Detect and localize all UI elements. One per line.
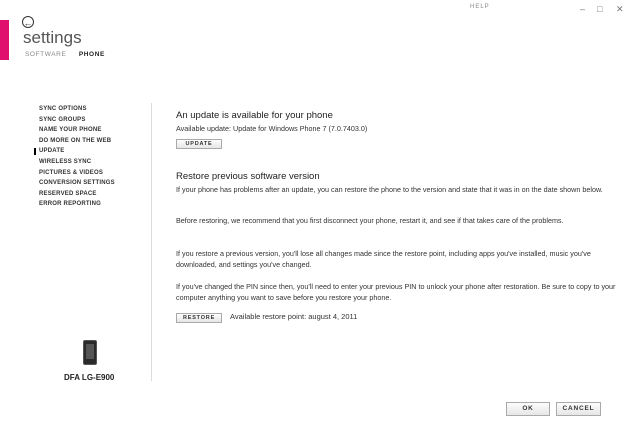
restore-paragraph-1: If your phone has problems after an update, you can restore the phone to the version and state that it was in on the date shown below. — [176, 185, 603, 194]
sidebar-item-wireless-sync[interactable]: WIRELESS SYNC — [39, 158, 92, 165]
tab-software[interactable]: SOFTWARE — [25, 51, 67, 58]
sidebar-item-do-more-on-web[interactable]: DO MORE ON THE WEB — [39, 137, 112, 144]
maximize-icon[interactable]: □ — [597, 4, 603, 14]
sidebar-item-pictures-videos[interactable]: PICTURES & VIDEOS — [39, 169, 104, 176]
restore-paragraph-4: If you've changed the PIN since then, you'll need to enter your previous PIN to unlock your phone after restoration. Be sure to copy to your computer anything you want to save before you restore your phone. — [176, 282, 616, 303]
phone-icon — [83, 340, 97, 365]
close-icon[interactable]: ✕ — [616, 4, 624, 14]
sidebar-item-conversion-settings[interactable]: CONVERSION SETTINGS — [39, 180, 115, 187]
accent-bar — [0, 20, 9, 60]
update-text: Available update: Update for Windows Phone 7 (7.0.7403.0) — [176, 124, 368, 133]
restore-paragraph-3: If you restore a previous version, you'll lose all changes made since the restore point, including apps you've installed, music you've downloaded, and settings you've changed. — [176, 249, 591, 270]
sidebar-item-reserved-space[interactable]: RESERVED SPACE — [39, 190, 97, 197]
divider — [151, 103, 152, 381]
tab-phone[interactable]: PHONE — [78, 51, 105, 58]
ok-button[interactable]: OK — [506, 402, 550, 416]
back-arrow-icon[interactable]: ← — [23, 18, 33, 28]
cancel-button[interactable]: CANCEL — [556, 402, 601, 416]
tab-bar — [25, 51, 115, 58]
restore-heading: Restore previous software version — [176, 171, 320, 182]
sidebar-item-update[interactable]: UPDATE — [39, 146, 115, 157]
sidebar-item-error-reporting[interactable]: ERROR REPORTING — [39, 201, 102, 208]
update-button[interactable]: UPDATE — [176, 139, 222, 149]
page-title: settings — [23, 28, 82, 47]
sidebar-item-sync-options[interactable]: SYNC OPTIONS — [39, 106, 87, 112]
restore-point-text: Available restore point: august 4, 2011 — [230, 312, 358, 321]
update-heading: An update is available for your phone — [176, 110, 333, 121]
restore-paragraph-2: Before restoring, we recommend that you first disconnect your phone, restart it, and see if that takes care of the problems. — [176, 216, 564, 225]
sidebar-item-sync-groups[interactable]: SYNC GROUPS — [39, 116, 86, 123]
help-link[interactable]: HELP — [470, 4, 490, 10]
restore-button[interactable]: RESTORE — [176, 313, 222, 323]
minimize-icon[interactable]: – — [580, 4, 586, 14]
sidebar-nav — [39, 104, 115, 210]
sidebar-item-name-your-phone[interactable]: NAME YOUR PHONE — [39, 127, 102, 134]
device-name: DFA LG-E900 — [64, 373, 115, 382]
